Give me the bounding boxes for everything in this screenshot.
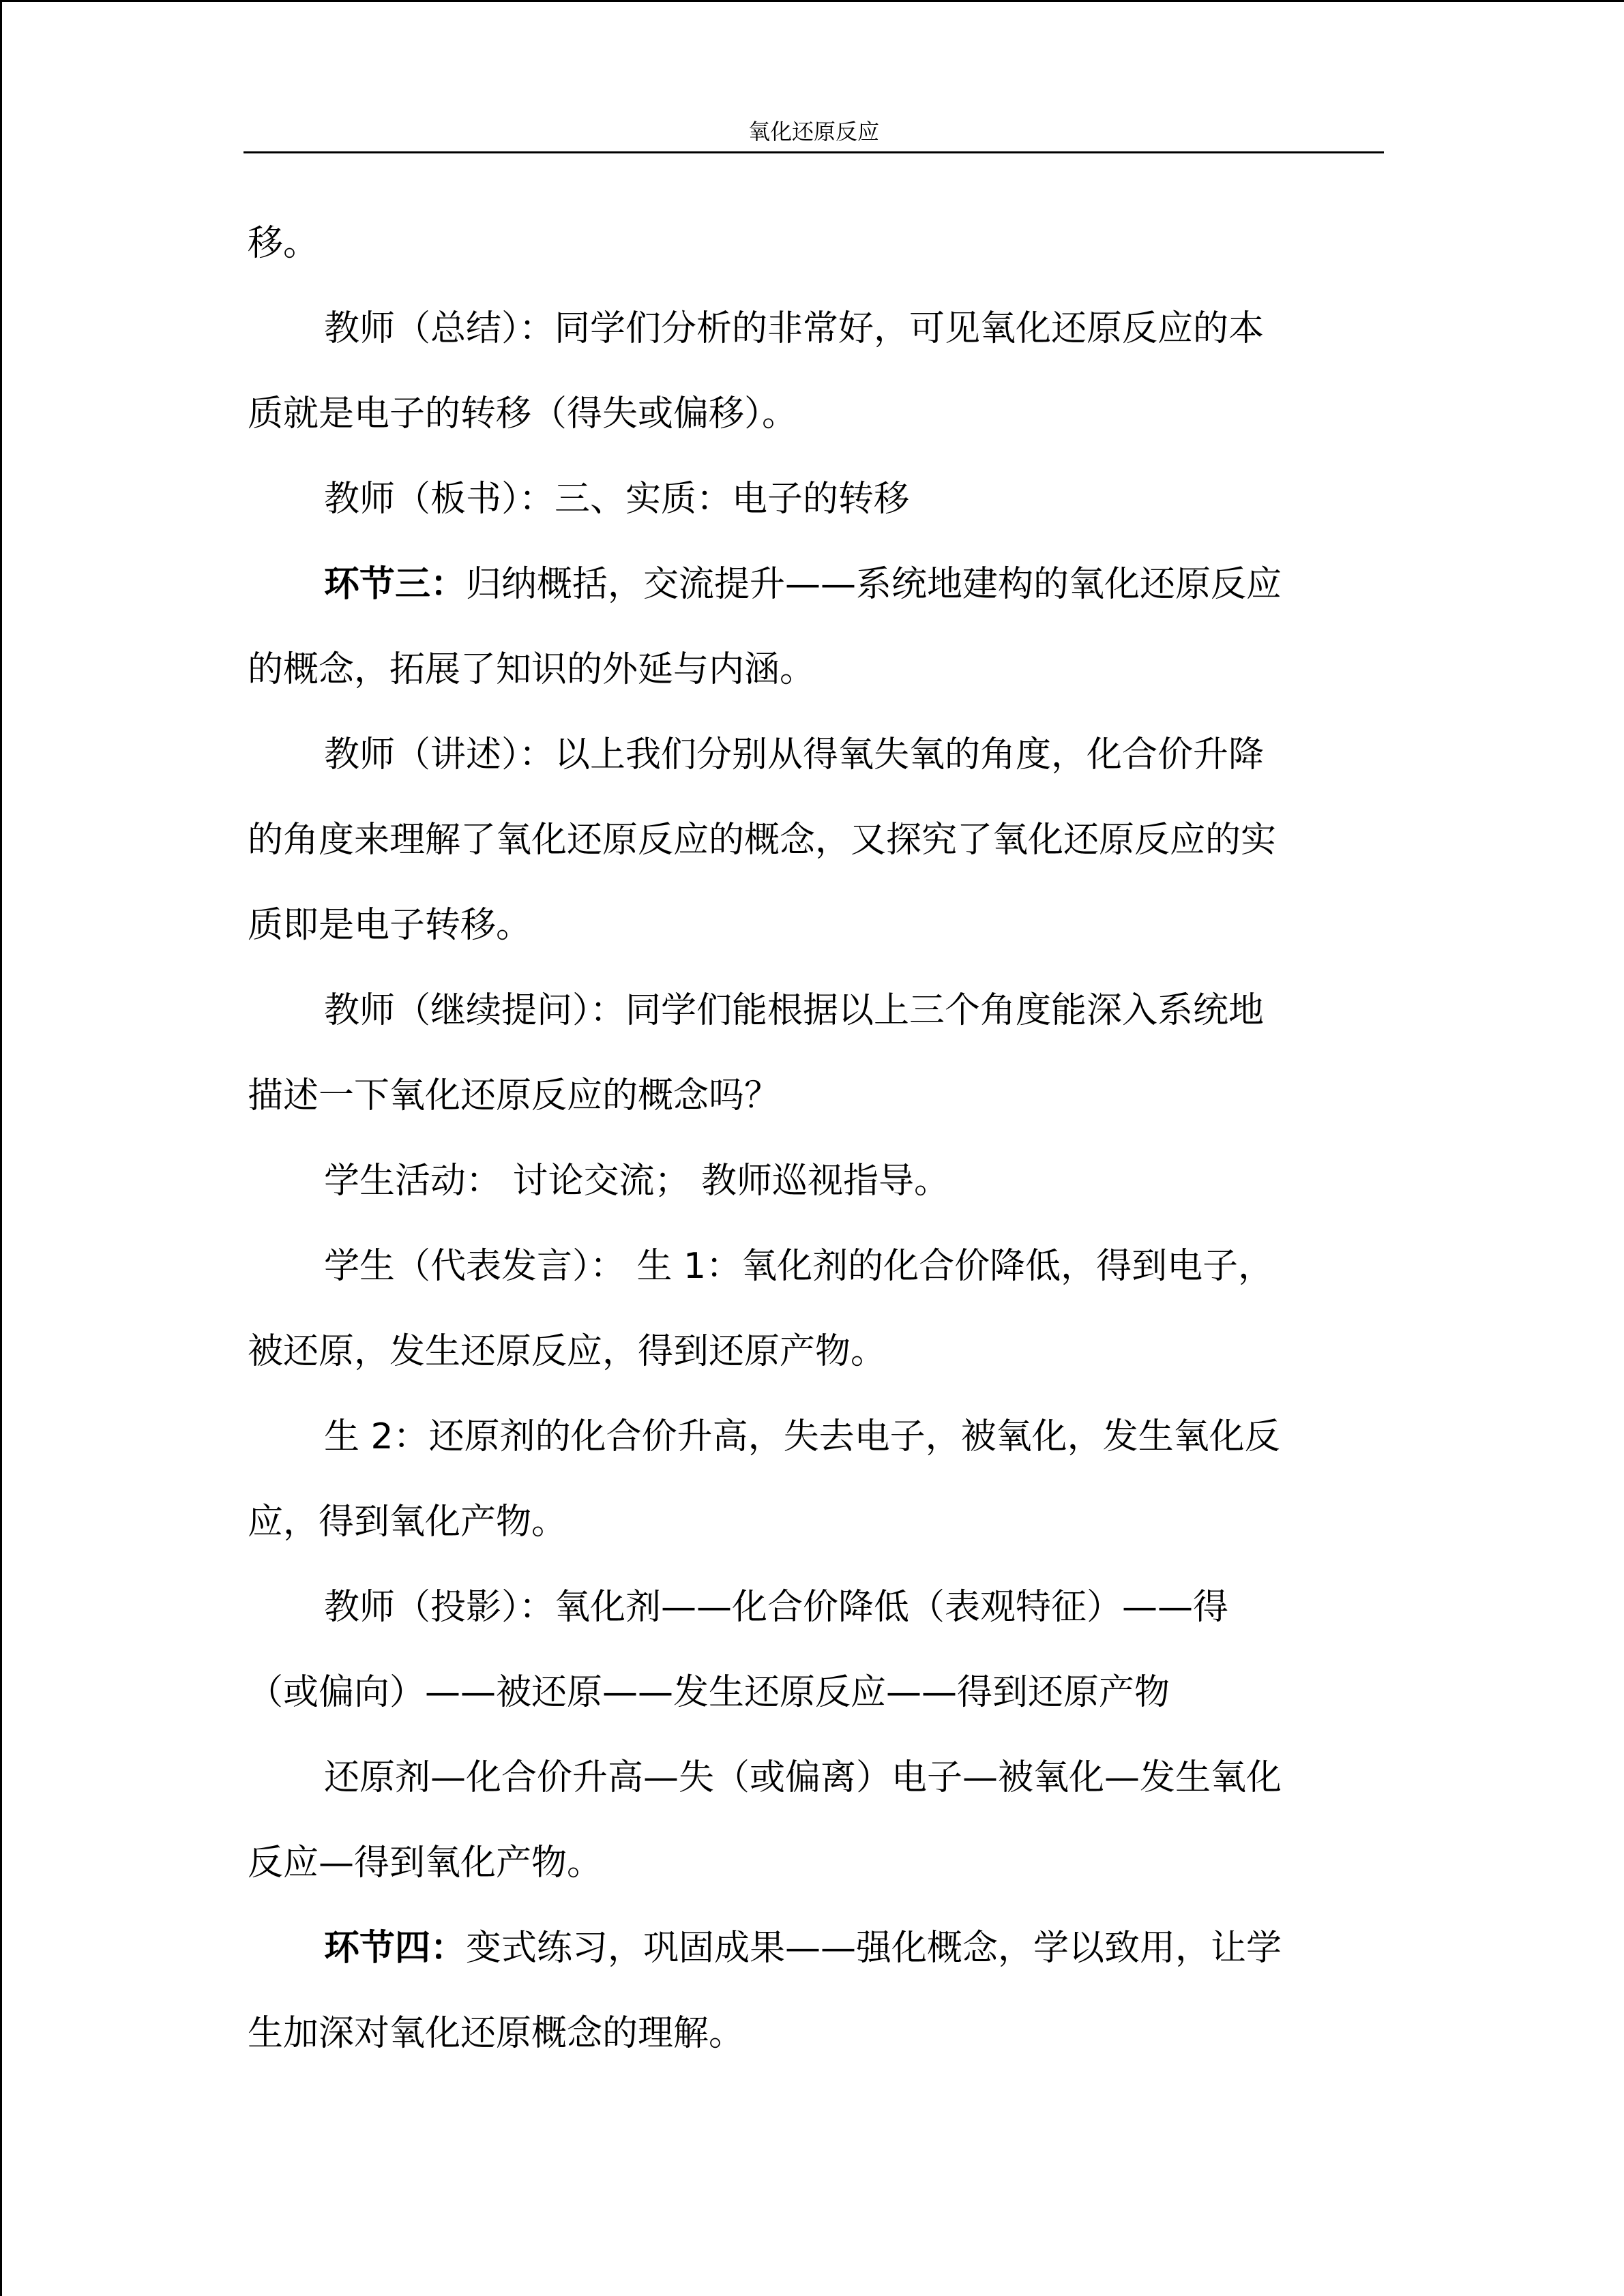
text-line <box>248 1735 1366 1821</box>
line-text: 移。 <box>248 223 319 264</box>
line-text: 归纳概括，交流提升——系统地建构的氧化还原反应 <box>466 564 1282 605</box>
text-line <box>248 1991 1366 2076</box>
line-text: 学生活动： 讨论交流； 教师巡视指导。 <box>324 1161 950 1202</box>
line-text: 教师（讲述）：以上我们分别从得氧失氧的角度，化合价升降 <box>324 734 1265 775</box>
line-text: 教师（总结）：同学们分析的非常好，可见氧化还原反应的本 <box>324 308 1265 349</box>
section-label: 环节三： <box>324 564 467 605</box>
line-text: 教师（继续提问）：同学们能根据以上三个角度能深入系统地 <box>324 990 1265 1031</box>
text-line <box>248 627 1366 713</box>
line-text: 变式练习，巩固成果——强化概念，学以致用，让学 <box>466 1928 1282 1969</box>
section-label: 环节四： <box>324 1928 467 1969</box>
text-line <box>248 286 1366 372</box>
text-line <box>248 1650 1366 1735</box>
text-line <box>248 1480 1366 1565</box>
line-text: 反应—得到氧化产物。 <box>248 1843 603 1883</box>
line-text: 教师（板书）：三、实质：电子的转移 <box>324 479 910 520</box>
line-text: 被还原，发生还原反应，得到还原产物。 <box>248 1331 887 1372</box>
text-line <box>248 968 1366 1054</box>
text-line <box>248 798 1366 883</box>
line-text: 的概念，拓展了知识的外延与内涵。 <box>248 649 816 690</box>
section-heading-line <box>248 1906 1366 1991</box>
text-line <box>248 713 1366 798</box>
text-line <box>248 1224 1366 1309</box>
text-line <box>248 1309 1366 1395</box>
header-title: 氧化还原反应 <box>748 119 879 145</box>
section-heading-line <box>248 542 1366 627</box>
line-text: 生加深对氧化还原概念的理解。 <box>248 2013 745 2054</box>
text-line <box>248 1565 1366 1650</box>
line-text: 生 2：还原剂的化合价升高，失去电子，被氧化，发生氧化反 <box>324 1416 1280 1457</box>
line-text: （或偏向）——被还原——发生还原反应——得到还原产物 <box>248 1672 1170 1713</box>
line-text: 的角度来理解了氧化还原反应的概念，又探究了氧化还原反应的实 <box>248 820 1277 861</box>
body-text <box>248 201 1366 2076</box>
line-text: 还原剂—化合价升高—失（或偏离）电子—被氧化—发生氧化 <box>324 1757 1282 1798</box>
text-line <box>248 883 1366 968</box>
text-line <box>248 457 1366 542</box>
line-text: 质就是电子的转移（得失或偏移）。 <box>248 393 798 434</box>
page-header <box>243 104 1384 153</box>
text-line <box>248 1139 1366 1224</box>
line-text: 描述一下氧化还原反应的概念吗？ <box>248 1075 780 1116</box>
text-line <box>248 1395 1366 1480</box>
text-line <box>248 1821 1366 1906</box>
text-line <box>248 1054 1366 1139</box>
text-line <box>248 372 1366 457</box>
line-text: 学生（代表发言）： 生 1：氧化剂的化合价降低，得到电子， <box>324 1246 1274 1287</box>
line-text: 教师（投影）：氧化剂——化合价降低（表观特征）——得 <box>324 1587 1229 1628</box>
line-text: 应，得到氧化产物。 <box>248 1502 567 1542</box>
line-text: 质即是电子转移。 <box>248 905 532 946</box>
text-line <box>248 201 1366 286</box>
